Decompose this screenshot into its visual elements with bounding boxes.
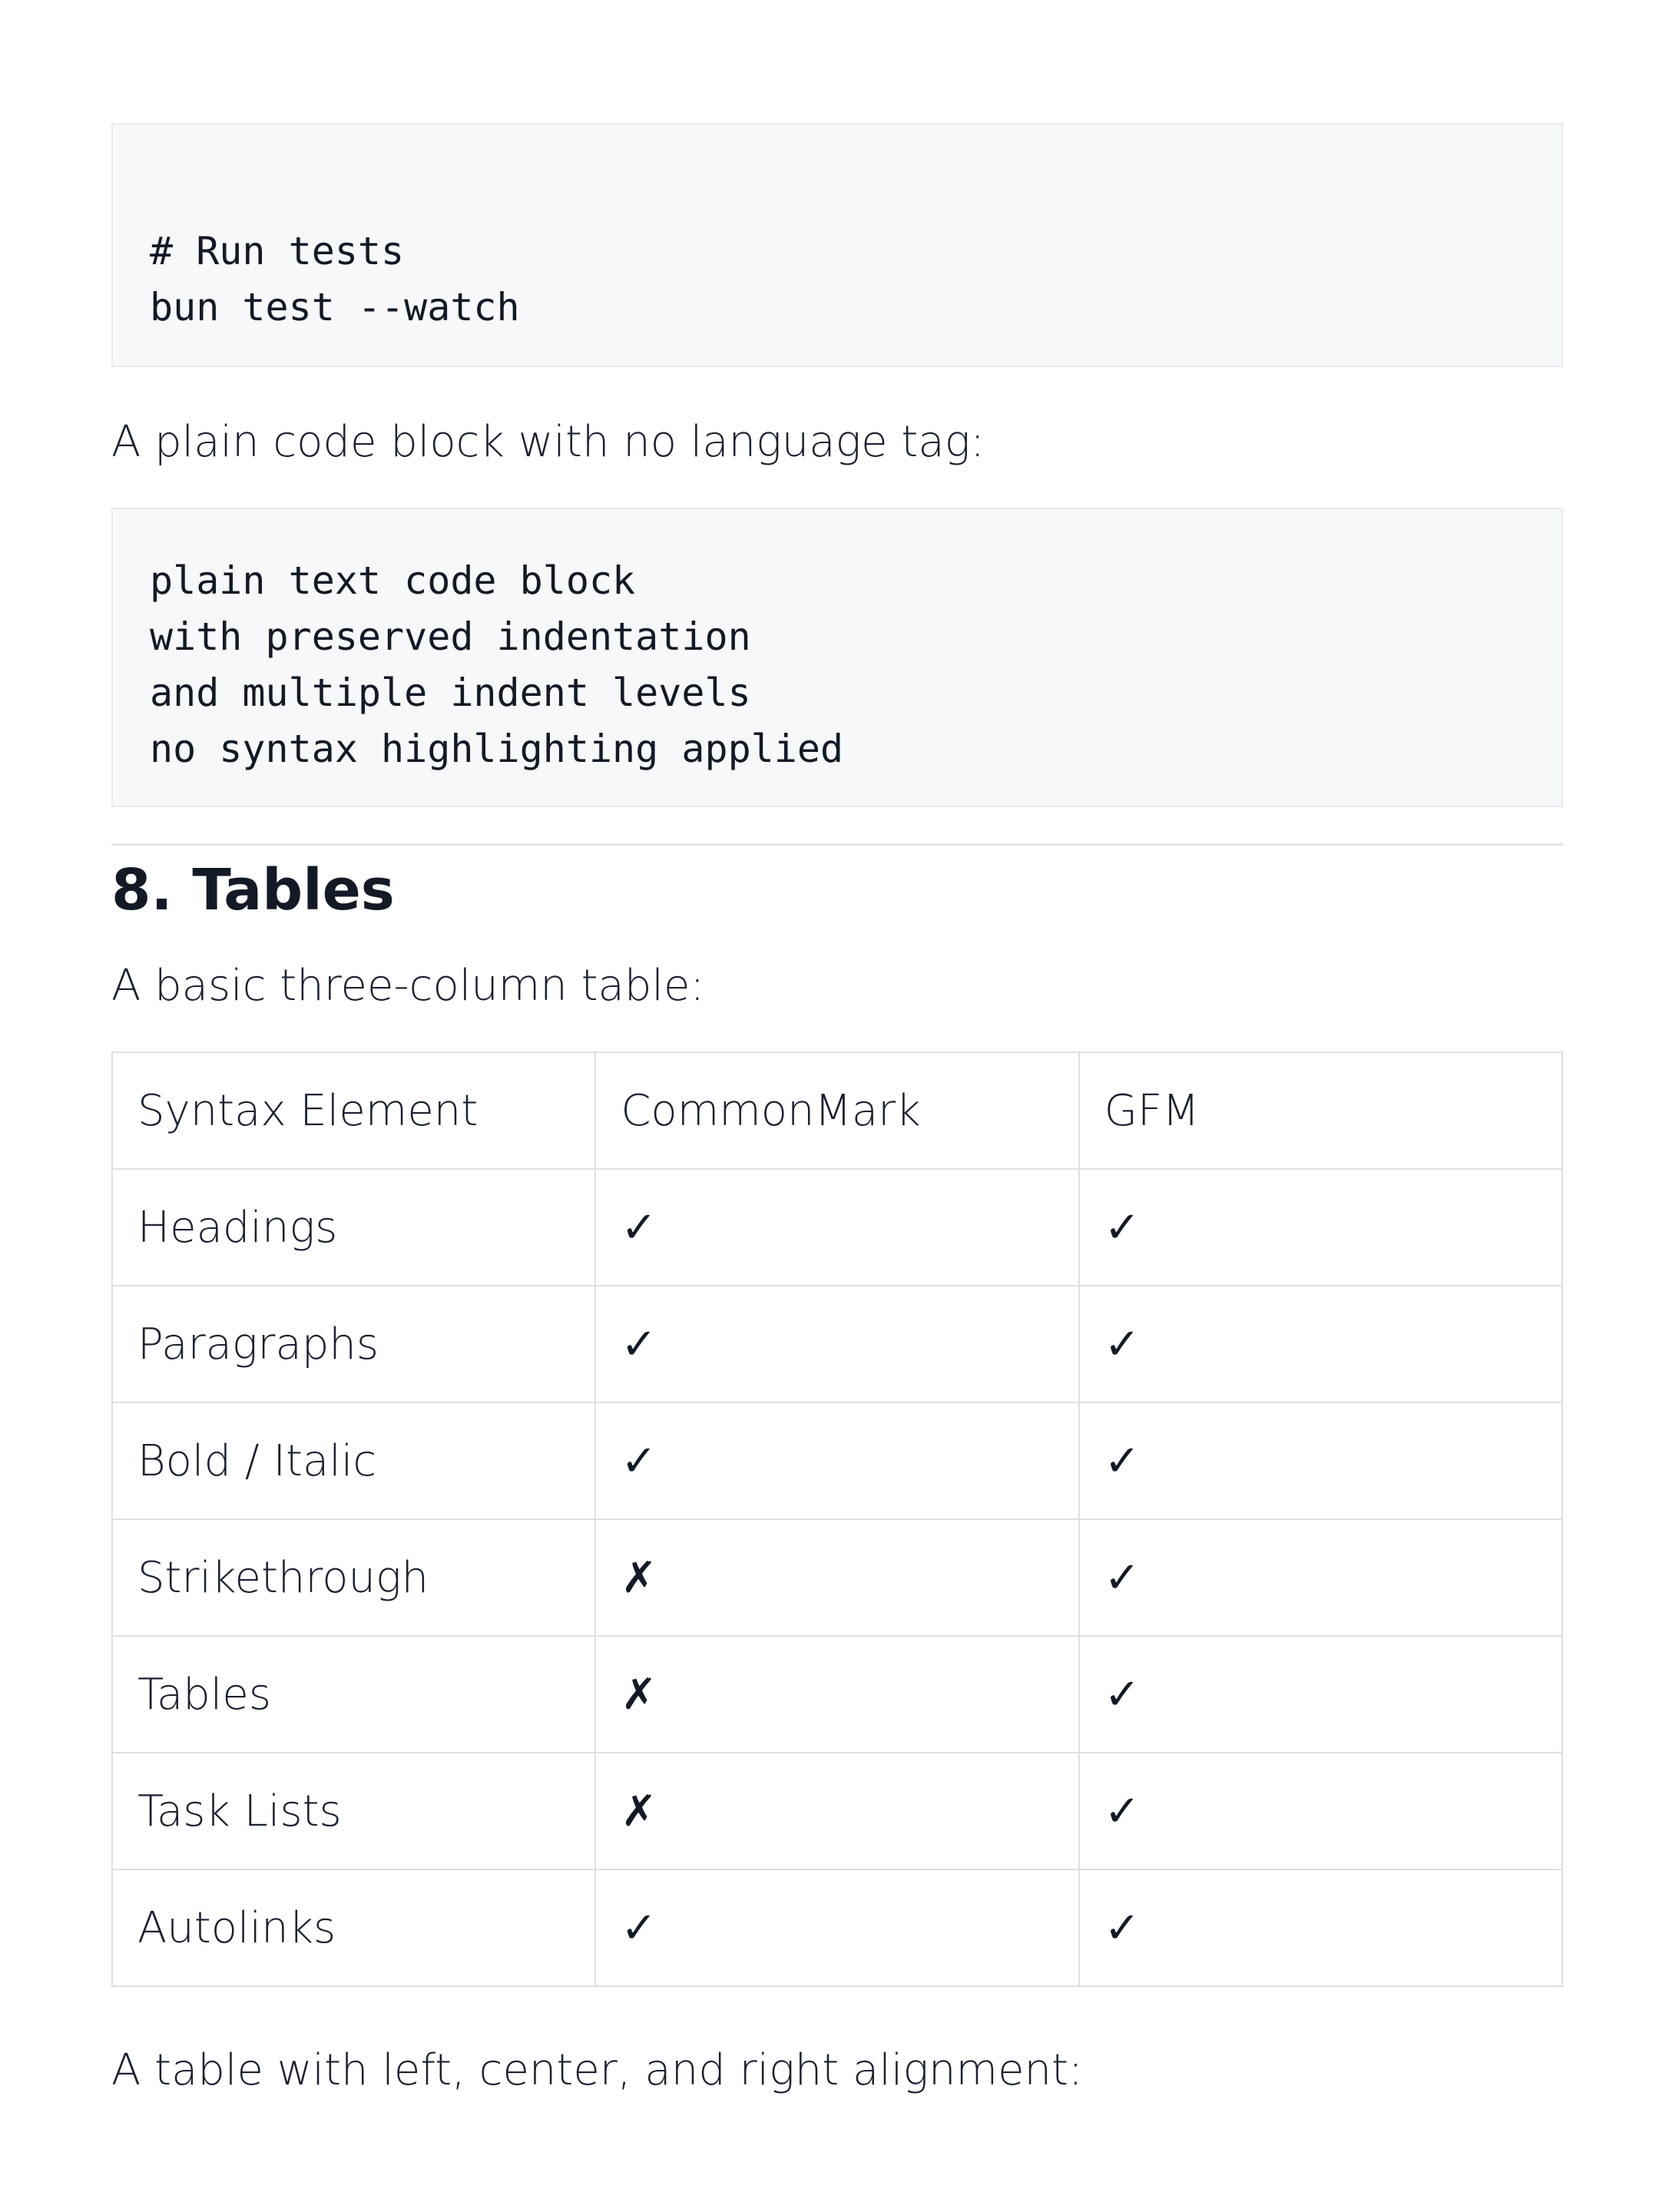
table-cell-mark: ✓: [1079, 1519, 1562, 1636]
paragraph-alignment-intro: A table with left, center, and right alignment:: [111, 2045, 1083, 2095]
table-cell-mark: ✓: [595, 1286, 1078, 1402]
table-cell: Bold / Italic: [112, 1402, 595, 1519]
paragraph-table-intro: A basic three-column table:: [111, 961, 705, 1011]
table-cell-mark: ✓: [595, 1169, 1078, 1286]
table-cell: Task Lists: [112, 1753, 595, 1869]
code-line: bun test --watch: [150, 285, 520, 329]
paragraph-plain-code-intro: A plain code block with no language tag:: [111, 417, 985, 467]
table-cell-mark: ✓: [1079, 1636, 1562, 1753]
code-block-plain-text: [111, 508, 1563, 807]
table-cell: Strikethrough: [112, 1519, 595, 1636]
table-cell-mark: ✗: [595, 1753, 1078, 1869]
table-header-cell: GFM: [1079, 1052, 1562, 1169]
table-cell-mark: ✓: [1079, 1286, 1562, 1402]
table-header-cell: Syntax Element: [112, 1052, 595, 1169]
section-heading: 8. Tables: [111, 857, 395, 923]
table-cell-mark: ✗: [595, 1519, 1078, 1636]
table-cell: Headings: [112, 1169, 595, 1286]
table-row: [112, 1286, 1562, 1402]
table-cell: Paragraphs: [112, 1286, 595, 1402]
table-cell-mark: ✓: [1079, 1869, 1562, 1986]
table-cell: Autolinks: [112, 1869, 595, 1986]
table-row: [112, 1869, 1562, 1986]
table-row: [112, 1636, 1562, 1753]
table-cell: Tables: [112, 1636, 595, 1753]
table-cell-mark: ✓: [1079, 1402, 1562, 1519]
table-header-row: [112, 1052, 1562, 1169]
table-cell-mark: ✗: [595, 1636, 1078, 1753]
table-cell-mark: ✓: [595, 1869, 1078, 1986]
table-cell-mark: ✓: [1079, 1753, 1562, 1869]
table-cell-mark: ✓: [595, 1402, 1078, 1519]
code-line: plain text code block: [150, 558, 636, 603]
syntax-support-table: [111, 1051, 1563, 1987]
table-row: [112, 1519, 1562, 1636]
code-block-run-tests: [111, 123, 1563, 367]
code-line: and multiple indent levels: [150, 671, 751, 715]
table-row: [112, 1402, 1562, 1519]
code-line: no syntax highlighting applied: [150, 727, 844, 771]
code-line: with preserved indentation: [150, 614, 751, 659]
code-line: # Run tests: [150, 229, 405, 273]
table-row: [112, 1169, 1562, 1286]
table-row: [112, 1753, 1562, 1869]
table-cell-mark: ✓: [1079, 1169, 1562, 1286]
table-header-cell: CommonMark: [595, 1052, 1078, 1169]
section-divider: [111, 843, 1563, 846]
